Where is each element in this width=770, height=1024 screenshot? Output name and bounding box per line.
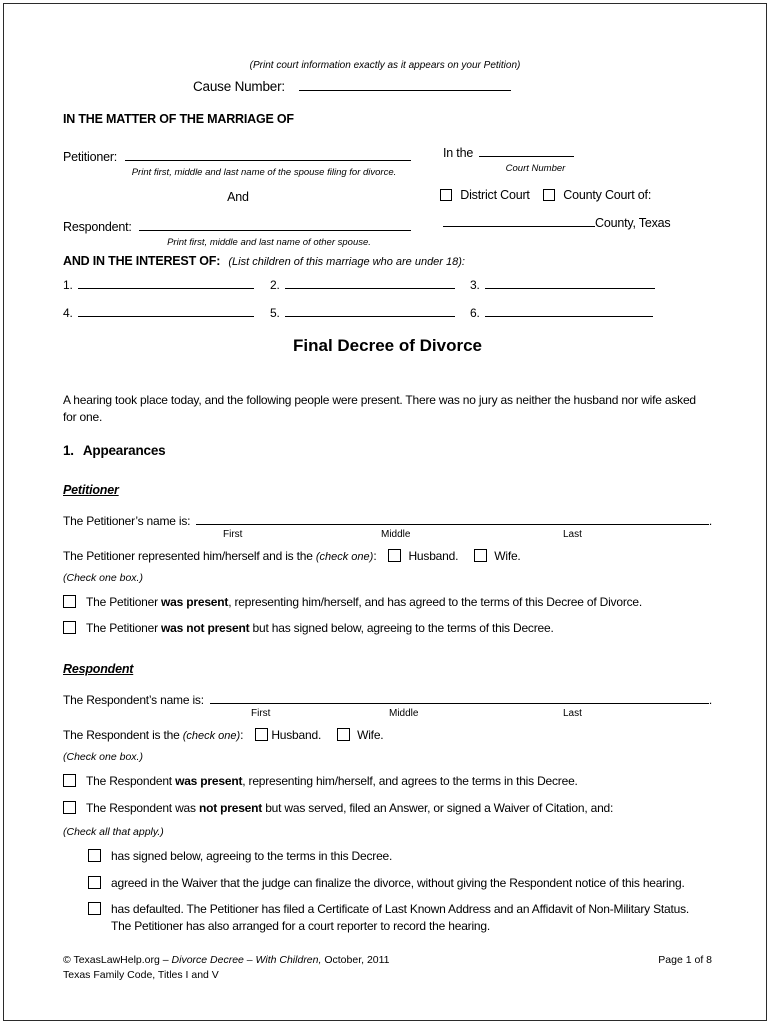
and-label: And bbox=[227, 190, 249, 204]
child-5-input[interactable] bbox=[285, 304, 455, 317]
child-1-row bbox=[63, 276, 254, 292]
in-the-court-row bbox=[443, 144, 574, 160]
respondent-waiver-option bbox=[88, 875, 712, 892]
child-6-input[interactable] bbox=[485, 304, 653, 317]
caption-respondent-name-input[interactable] bbox=[139, 218, 411, 231]
section-title: Appearances bbox=[82, 442, 166, 458]
respondent-signed-below-text: has signed below, agreeing to the terms in this Decree. bbox=[111, 848, 393, 863]
petitioner-represented-text: The Petitioner represented him/herself and is the bbox=[63, 548, 313, 563]
child-6-row bbox=[470, 304, 653, 320]
respondent-not-present-checkbox[interactable] bbox=[63, 801, 76, 814]
colon: : bbox=[373, 548, 377, 563]
petitioner-name-hints bbox=[63, 528, 712, 542]
petitioner-was-present-checkbox[interactable] bbox=[63, 595, 76, 608]
caption-petitioner-name-input[interactable] bbox=[125, 148, 411, 161]
petitioner-was-present-option bbox=[63, 594, 712, 611]
petitioner-wife-label: Wife. bbox=[494, 548, 521, 563]
first-name-hint: First bbox=[251, 708, 271, 720]
interest-row bbox=[63, 254, 465, 268]
child-2-row bbox=[270, 276, 455, 292]
respondent-husband-checkbox[interactable] bbox=[255, 728, 268, 741]
respondent-husband-label: Husband. bbox=[271, 728, 322, 743]
respondent-wife-label: Wife. bbox=[357, 728, 384, 743]
petitioner-not-present-text: The Petitioner was not present but has signed below, agreeing to the terms of this Decree. bbox=[86, 621, 554, 636]
county-name-input[interactable] bbox=[443, 214, 595, 227]
respondent-defaulted-option bbox=[88, 901, 712, 935]
footer-left bbox=[63, 953, 390, 985]
child-3-number: 3. bbox=[470, 278, 480, 292]
county-court-checkbox[interactable] bbox=[543, 189, 555, 201]
child-1-number: 1. bbox=[63, 278, 73, 292]
respondent-defaulted-text: has defaulted. The Petitioner has filed a Certificate of Last Known Address and an Affidavit of Non-Military Status. The Petitioner has also arranged for a court reporter to record the hearing. bbox=[111, 902, 690, 934]
in-the-label: In the bbox=[443, 146, 474, 160]
cause-number-row bbox=[193, 78, 511, 94]
court-number-input[interactable] bbox=[479, 144, 574, 157]
respondent-name-input[interactable] bbox=[210, 691, 709, 704]
child-2-input[interactable] bbox=[285, 276, 455, 289]
child-4-input[interactable] bbox=[78, 304, 254, 317]
matter-of-marriage-label: IN THE MATTER OF THE MARRIAGE OF bbox=[63, 112, 294, 126]
court-info-instruction: (Print court information exactly as it appears on your Petition) bbox=[249, 60, 521, 71]
petitioner-name-input[interactable] bbox=[196, 512, 709, 525]
respondent-was-present-checkbox[interactable] bbox=[63, 774, 76, 787]
respondent-waiver-text: agreed in the Waiver that the judge can finalize the divorce, without giving the Respondent notice of this hearing. bbox=[111, 875, 685, 890]
respondent-was-present-text: The Respondent was present, representing him/herself, and agrees to the terms in this Decree. bbox=[86, 774, 578, 789]
form-body bbox=[63, 330, 712, 935]
petitioner-label: Petitioner: bbox=[63, 150, 118, 164]
respondent-defaulted-checkbox[interactable] bbox=[88, 902, 101, 915]
respondent-check-one-box-note: (Check one box.) bbox=[63, 751, 143, 764]
county-row bbox=[443, 214, 670, 230]
respondent-was-present-option bbox=[63, 773, 712, 790]
petitioner-not-present-checkbox[interactable] bbox=[63, 621, 76, 634]
respondent-name-hint: Print first, middle and last name of other spouse. bbox=[167, 237, 371, 248]
check-all-that-apply-note: (Check all that apply.) bbox=[63, 825, 164, 838]
form-title: Final Decree of Divorce bbox=[293, 336, 482, 355]
respondent-subheading: Respondent bbox=[63, 662, 134, 677]
petitioner-name-label: The Petitioner’s name is: bbox=[63, 513, 191, 528]
petitioner-caption-row bbox=[63, 148, 411, 164]
petitioner-name-period: . bbox=[708, 513, 712, 528]
child-6-number: 6. bbox=[470, 306, 480, 320]
petitioner-husband-label: Husband. bbox=[408, 548, 459, 563]
respondent-name-row bbox=[63, 691, 712, 707]
petitioner-subheading: Petitioner bbox=[63, 482, 119, 497]
interest-hint: (List children of this marriage who are under 18): bbox=[228, 256, 465, 268]
check-one-note: (check one) bbox=[182, 730, 241, 743]
first-name-hint: First bbox=[223, 528, 243, 540]
petitioner-was-present-text: The Petitioner was present, representing him/herself, and has agreed to the terms of this Decree of Divorce. bbox=[86, 594, 643, 609]
district-court-label: District Court bbox=[460, 188, 530, 202]
district-court-checkbox[interactable] bbox=[440, 189, 452, 201]
interest-label: AND IN THE INTEREST OF: bbox=[63, 254, 221, 268]
county-court-label: County Court of: bbox=[563, 188, 652, 202]
petitioner-wife-checkbox[interactable] bbox=[474, 549, 487, 562]
respondent-name-hints bbox=[63, 707, 712, 721]
respondent-is-the-text: The Respondent is the bbox=[63, 728, 180, 743]
cause-number-input[interactable] bbox=[299, 78, 511, 91]
middle-name-hint: Middle bbox=[381, 528, 411, 540]
middle-name-hint: Middle bbox=[389, 708, 419, 720]
check-one-note: (check one) bbox=[315, 550, 374, 563]
section-appearances-heading bbox=[63, 443, 712, 458]
petitioner-check-one-row bbox=[63, 549, 712, 563]
petitioner-not-present-option bbox=[63, 620, 712, 637]
respondent-waiver-checkbox[interactable] bbox=[88, 876, 101, 889]
child-4-row bbox=[63, 304, 254, 320]
petitioner-husband-checkbox[interactable] bbox=[388, 549, 401, 562]
respondent-check-one-row bbox=[63, 728, 712, 742]
intro-paragraph: A hearing took place today, and the following people were present. There was no jury as neither the husband nor wife asked for one. bbox=[63, 393, 696, 424]
county-texas-label: County, Texas bbox=[595, 216, 671, 230]
respondent-caption-row bbox=[63, 218, 411, 234]
child-3-input[interactable] bbox=[485, 276, 655, 289]
child-3-row bbox=[470, 276, 655, 292]
child-5-row bbox=[270, 304, 455, 320]
child-1-input[interactable] bbox=[78, 276, 254, 289]
page-number: Page 1 of 8 bbox=[658, 953, 712, 966]
respondent-signed-below-option bbox=[88, 848, 712, 865]
petitioner-name-row bbox=[63, 512, 712, 528]
colon: : bbox=[240, 728, 244, 743]
footer bbox=[63, 953, 712, 985]
last-name-hint: Last bbox=[563, 708, 582, 720]
last-name-hint: Last bbox=[563, 528, 582, 540]
petitioner-name-hint: Print first, middle and last name of the spouse filing for divorce. bbox=[131, 167, 397, 178]
child-4-number: 4. bbox=[63, 306, 73, 320]
cause-number-label: Cause Number: bbox=[193, 79, 285, 94]
respondent-wife-checkbox[interactable] bbox=[337, 728, 350, 741]
section-number: 1. bbox=[63, 442, 74, 458]
respondent-not-present-option bbox=[63, 800, 712, 817]
court-type-row bbox=[440, 188, 651, 202]
respondent-name-period: . bbox=[708, 693, 712, 708]
court-number-hint: Court Number bbox=[505, 163, 566, 174]
footer-code-line: Texas Family Code, Titles I and V bbox=[63, 969, 219, 982]
respondent-not-present-text: The Respondent was not present but was served, filed an Answer, or signed a Waiver of Citation, and: bbox=[86, 800, 614, 815]
child-2-number: 2. bbox=[270, 278, 280, 292]
respondent-label: Respondent: bbox=[63, 220, 132, 234]
respondent-name-label: The Respondent’s name is: bbox=[63, 693, 204, 708]
petitioner-check-one-box-note: (Check one box.) bbox=[63, 571, 143, 584]
footer-copyright-line: © TexasLawHelp.org – Divorce Decree – With Children, October, 2011 bbox=[63, 953, 390, 966]
respondent-signed-below-checkbox[interactable] bbox=[88, 849, 101, 862]
child-5-number: 5. bbox=[270, 306, 280, 320]
